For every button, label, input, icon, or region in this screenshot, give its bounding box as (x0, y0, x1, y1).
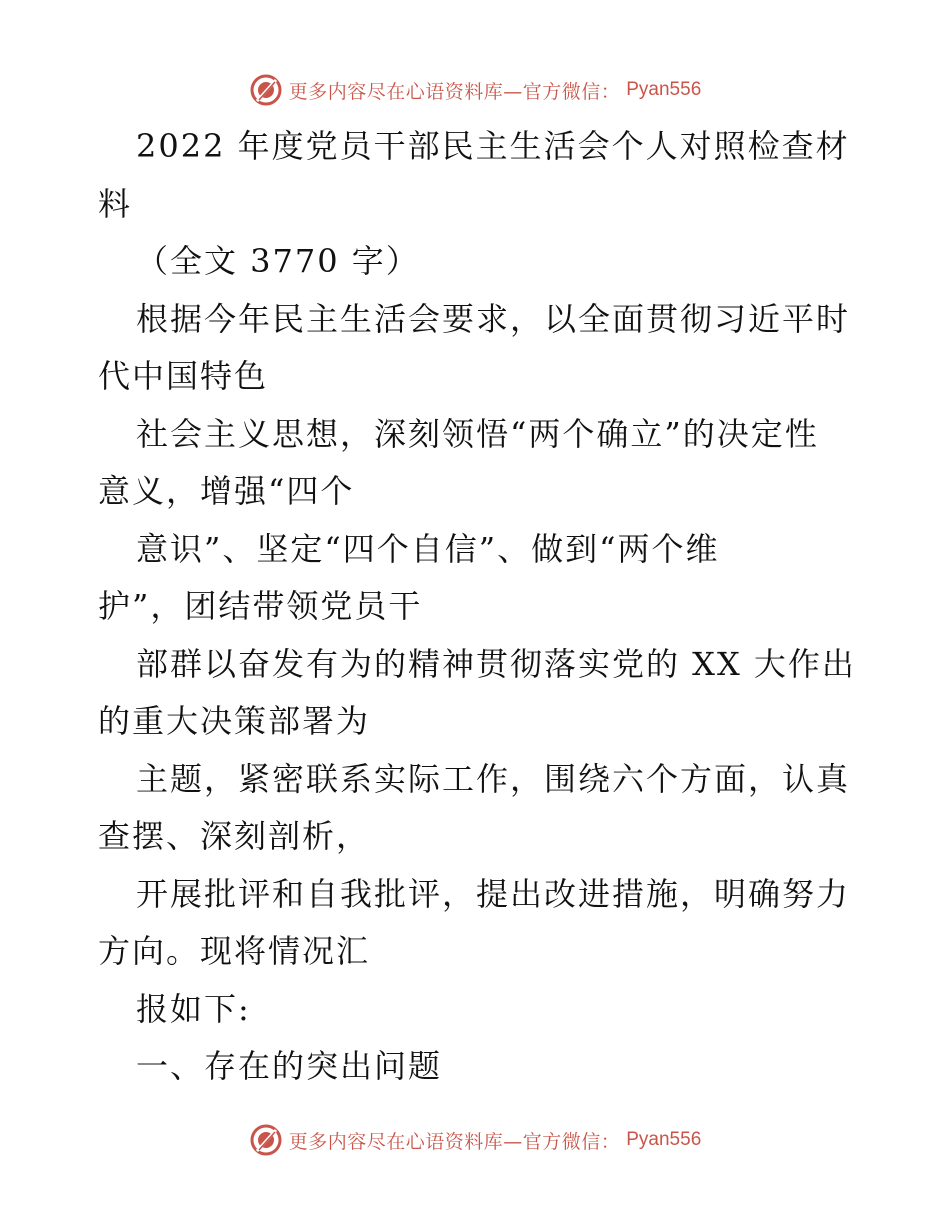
doc-line: 意义，增强“四个 (98, 472, 355, 510)
section-heading: 一、存在的突出问题 (136, 1047, 443, 1085)
doc-line: 护”，团结带领党员干 (98, 587, 423, 625)
doc-line: 的重大决策部署为 (98, 702, 371, 740)
footer-watermark (0, 1120, 950, 1160)
doc-line-title-cont: 料 (98, 184, 133, 223)
doc-line-title: 2022 年度党员干部民主生活会个人对照检查材 (136, 127, 850, 165)
doc-line: 代中国特色 (98, 357, 269, 395)
watermark-text: 更多内容尽在心语资料库—官方微信： (288, 80, 621, 103)
doc-line: 查摆、深刻剖析， (98, 817, 371, 855)
doc-line: 主题，紧密联系实际工作，围绕六个方面，认真 (136, 759, 851, 798)
watermark-logo-icon (249, 1123, 283, 1157)
doc-line: 方向。现将情况汇 (98, 932, 371, 970)
watermark-logo-icon (249, 73, 283, 107)
doc-line: 开展批评和自我批评，提出改进措施，明确努力 (136, 874, 851, 913)
watermark-id: Pyan556 (626, 79, 702, 100)
watermark-id: Pyan556 (626, 1129, 702, 1150)
watermark-text: 更多内容尽在心语资料库—官方微信： (288, 1130, 621, 1153)
doc-line: 根据今年民主生活会要求，以全面贯彻习近平时 (136, 299, 851, 338)
doc-line: 部群以奋发有为的精神贯彻落实党的 XX 大作出 (136, 644, 856, 683)
doc-line: 社会主义思想，深刻领悟“两个确立”的决定性 (136, 414, 819, 453)
header-watermark (0, 70, 950, 110)
doc-line-wordcount: （全文 3770 字） (136, 242, 420, 280)
document-body (98, 118, 868, 1096)
doc-line: 报如下: (136, 989, 251, 1028)
doc-line: 意识”、坚定“四个自信”、做到“两个维 (136, 529, 720, 568)
